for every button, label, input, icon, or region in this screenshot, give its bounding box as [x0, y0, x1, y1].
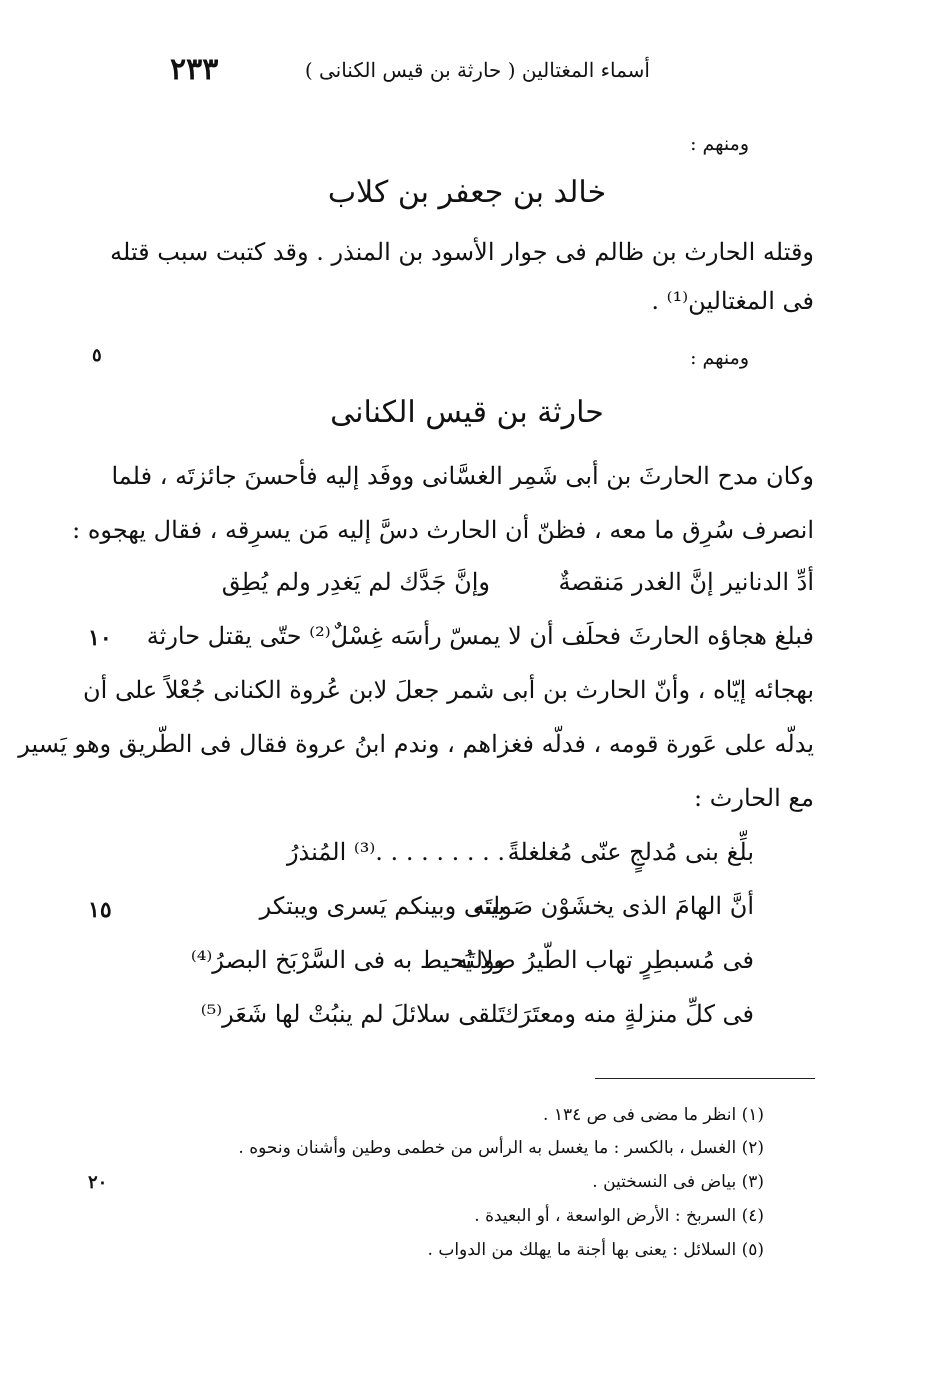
poem-hemistich-first: فى مُسبطِرٍ تهاب الطّيرُ صولتَه	[455, 946, 754, 974]
section-heading: خالد بن جعفر بن كلاب	[327, 175, 607, 210]
paragraph-line: فى المغتالين⁽¹⁾ .	[651, 287, 814, 315]
paragraph-line: وكان مدح الحارثَ بن أبى شَمِر الغسَّانى ووفَد إليه فأحسنَ جائزتَه ، فلما	[111, 462, 814, 490]
line-number: ٢٠	[88, 1172, 108, 1193]
footnote-separator	[595, 1078, 815, 1079]
line-number: ١٠	[88, 625, 112, 651]
paragraph-line: بهجائه إيّاه ، وأنّ الحارث بن أبى شمر جعلَ لابن عُروة الكنانى جُعْلاً على أن	[83, 676, 814, 704]
paragraph-line: وقتله الحارث بن ظالم فى جوار الأسود بن المنذر . وقد كتبت سبب قتله	[110, 238, 814, 266]
poem-hemistich-second: . . . . . . . . .⁽³⁾ المُنذرُ	[286, 838, 505, 866]
poem-hemistich-second: تَلقى سلائلَ لم ينبُتْ لها شَعَر⁽⁵⁾	[200, 1000, 505, 1028]
poem-hemistich-second: بينى وبينكم يَسرى ويبتكر	[259, 892, 505, 920]
line-number: ١٥	[88, 897, 112, 923]
page-number: ٢٣٣	[170, 52, 219, 87]
line-number: ٥	[92, 345, 102, 366]
verse-first-hemistich: أدِّ الدنانير إنَّ الغدر مَنقصةٌ	[558, 568, 814, 596]
paragraph-line: يدلّه على عَورة قومه ، فدلّه فغزاهم ، وندم ابنُ عروة فقال فى الطّريق وهو يَسير	[18, 730, 814, 758]
poem-hemistich-first: فى كلِّ منزلةٍ منه ومعتَرَك	[499, 1000, 754, 1028]
poem-hemistich-first: أنَّ الهامَ الذى يخشَوْن صَولتَه	[472, 892, 754, 920]
footnote: (٣) بياض فى النسختين .	[592, 1172, 764, 1192]
footnote: (٤) السربخ : الأرض الواسعة ، أو البعيدة .	[474, 1206, 764, 1226]
section-heading: حارثة بن قيس الكنانى	[330, 395, 604, 430]
footnote: (٥) السلائل : يعنى بها أجنة ما يهلك من الدواب .	[427, 1240, 764, 1260]
running-title: أسماء المغتالين ( حارثة بن قيس الكنانى )	[304, 58, 650, 82]
paragraph-line: انصرف سُرِق ما معه ، فظنّ أن الحارث دسَّ إليه مَن يسرِقه ، فقال يهجوه :	[72, 516, 814, 544]
footnote: (١) انظر ما مضى فى ص ١٣٤ .	[543, 1105, 764, 1125]
section-intro: ومنهم :	[690, 347, 749, 369]
section-intro: ومنهم :	[690, 133, 749, 155]
poem-hemistich-first: بلِّغ بنى مُدلجٍ عنّى مُغلغلةً	[507, 838, 754, 866]
paragraph-line: فبلغ هجاؤه الحارثَ فحلَف أن لا يمسّ رأسَه غِسْلٌ⁽²⁾ حتّى يقتل حارثة	[146, 622, 814, 650]
poem-hemistich-second: ولا يُحيط به فى السَّرْبَخ البصرُ⁽⁴⁾	[190, 946, 505, 974]
paragraph-line: مع الحارث :	[694, 784, 814, 812]
footnote: (٢) الغسل ، بالكسر : ما يغسل به الرأس من خطمى وطين وأشنان ونحوه .	[238, 1138, 764, 1158]
verse-second-hemistich: وإنَّ جَدَّك لم يَغدِر ولم يُطِق	[221, 568, 490, 596]
